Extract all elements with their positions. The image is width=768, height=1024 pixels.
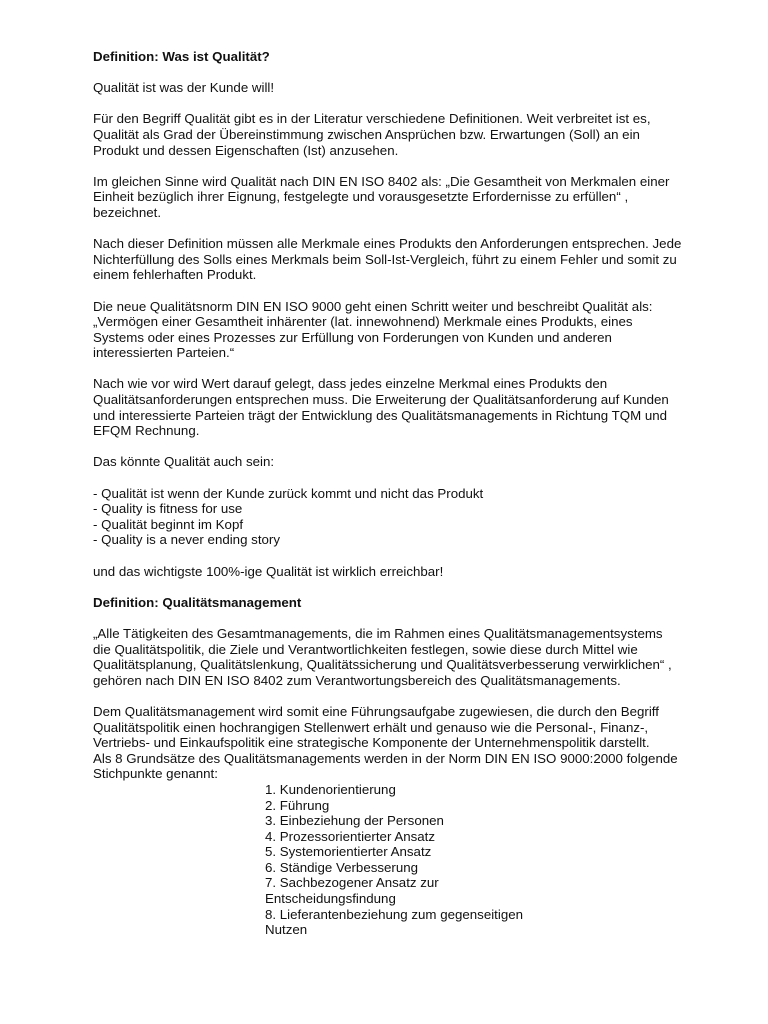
spacer (93, 158, 733, 174)
list-item: 1. Kundenorientierung (265, 781, 396, 797)
paragraph: Für den Begriff Qualität gibt es in der Literatur verschiedene Definitionen. Weit verbreitet ist es, Qualität als Grad der Übereinstimmung zwischen Ansprüchen bzw. Erwartungen (Soll) an ein Produkt und dessen Eigenschaften (Ist) anzusehen. (93, 111, 651, 158)
list-item: 8. Lieferantenbeziehung zum gegenseitigen Nutzen (265, 906, 524, 938)
paragraph: und das wichtigste 100%-ige Qualität ist wirklich erreichbar! (93, 563, 444, 579)
paragraph: Dem Qualitätsmanagement wird somit eine Führungsaufgabe zugewiesen, die durch den Begriff Qualitätspolitik einen hochrangigen Stellenwert erhält und genauso wie die Personal-, Finanz-, Vertriebs- und Einkaufspolitik eine strategische Komponente der Unternehmenspolitik darstellt. Als 8 Grundsätze des Qualitätsmanagements werden in der Norm DIN EN ISO 9000:2000 folgende Stichpunkte genannt: (93, 703, 678, 782)
section-heading-qualitaet: Definition: Was ist Qualität? (93, 49, 270, 64)
section-heading-qualitaetsmanagement: Definition: Qualitätsmanagement (93, 594, 302, 610)
list-item: 5. Systemorientierter Ansatz (265, 844, 432, 860)
list-item: - Qualität ist wenn der Kunde zurück kommt und nicht das Produkt (93, 485, 484, 501)
grundsaetze-list (265, 782, 565, 938)
list-item: - Quality is fitness for use (93, 501, 243, 517)
spacer (93, 470, 733, 486)
list-item: 4. Prozessorientierter Ansatz (265, 828, 435, 844)
spacer (93, 221, 733, 237)
list-item: - Quality is a never ending story (93, 532, 280, 548)
list-item: 6. Ständige Verbesserung (265, 859, 419, 875)
paragraph: Nach dieser Definition müssen alle Merkmale eines Produkts den Anforderungen entsprechen. Jede Nichterfüllung des Solls eines Merkmals beim Soll-Ist-Vergleich, führt zu einem Fehler und somit zu einem fehlerhaften Produkt. (93, 236, 682, 283)
paragraph: Qualität ist was der Kunde will! (93, 80, 275, 96)
spacer (93, 361, 733, 377)
paragraph: Im gleichen Sinne wird Qualität nach DIN EN ISO 8402 als: „Die Gesamtheit von Merkmalen einer Einheit bezüglich ihrer Eignung, festgelegte und vorausgesetzte Erfordernisse zu erfüllen“ , bezeichnet. (93, 173, 670, 220)
paragraph: Das könnte Qualität auch sein: (93, 454, 275, 470)
spacer (93, 548, 733, 564)
document-page (93, 49, 733, 938)
spacer (93, 283, 733, 299)
paragraph: Die neue Qualitätsnorm DIN EN ISO 9000 geht einen Schritt weiter und beschreibt Qualität als: „Vermögen einer Gesamtheit inhärenter (lat. innewohnend) Merkmale eines Produkts, eines Systems oder eines Prozesses zur Erfüllung von Forderungen von Kunden und anderen interessierten Parteien.“ (93, 298, 653, 361)
list-item: - Qualität beginnt im Kopf (93, 516, 244, 532)
list-item: 3. Einbeziehung der Personen (265, 813, 444, 829)
spacer (93, 610, 733, 626)
paragraph: „Alle Tätigkeiten des Gesamtmanagements, die im Rahmen eines Qualitätsmanagementsystems die Qualitätspolitik, die Ziele und Verantwortlichkeiten festlegen, sowie diese durch Mittel wie Qualitätsplanung, Qualitätslenkung, Qualitätssicherung und Qualitätsverbesserung verwirklichen“ , gehören nach DIN EN ISO 8402 zum Verantwortungsbereich des Qualitätsmanagements. (93, 625, 672, 688)
list-item: 2. Führung (265, 797, 330, 813)
paragraph: Nach wie vor wird Wert darauf gelegt, dass jedes einzelne Merkmal eines Produkts den Qualitätsanforderungen entsprechen muss. Die Erweiterung der Qualitätsanforderung auf Kunden und interessierte Parteien trägt der Entwicklung des Qualitätsmanagements in Richtung TQM und EFQM Rechnung. (93, 376, 669, 439)
bullet-list (93, 486, 733, 548)
spacer (93, 688, 733, 704)
list-item: 7. Sachbezogener Ansatz zur Entscheidungsfindung (265, 875, 439, 907)
spacer (93, 65, 733, 81)
spacer (93, 439, 733, 455)
spacer (93, 579, 733, 595)
spacer (93, 96, 733, 112)
